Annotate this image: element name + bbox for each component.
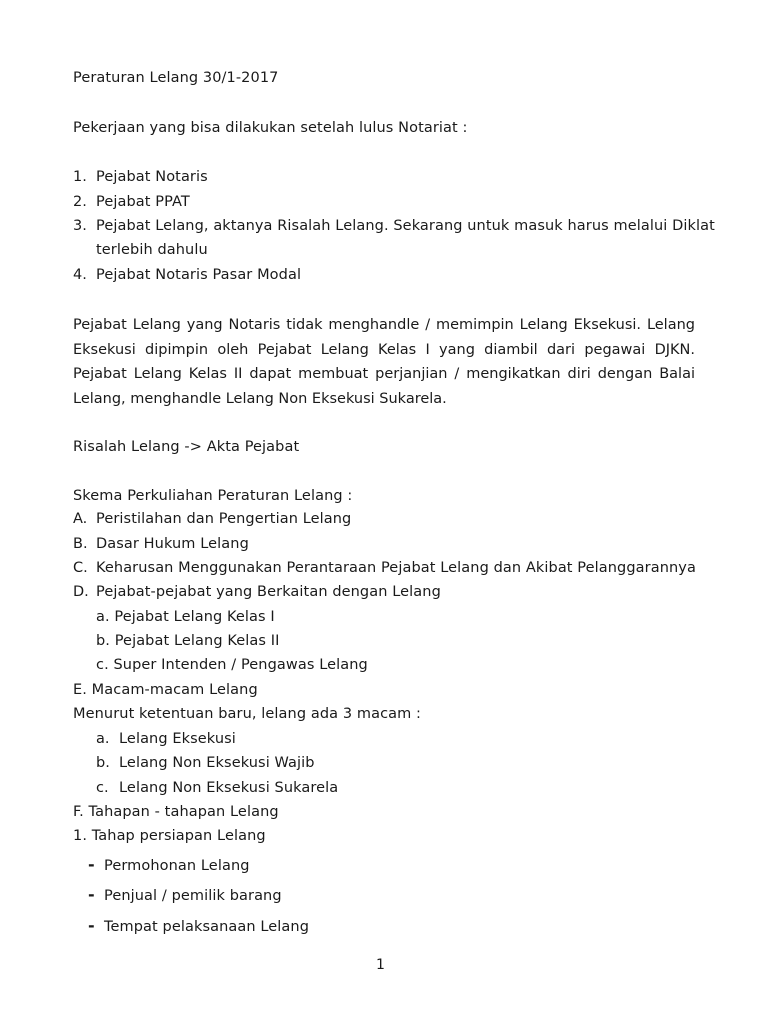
list-item: a. Pejabat Lelang Kelas I — [96, 609, 275, 625]
list-marker: 3. — [73, 218, 87, 234]
dash-bullet: - — [88, 885, 95, 904]
body-paragraph: Pejabat Lelang yang Notaris tidak menghandle / memimpin Lelang Eksekusi. Lelang Eksekusi dipimpin oleh Pejabat Lelang Kelas I yang diambil dari pegawai DJKN. Pejabat Lelang Kelas II dapat membuat perjanjian / mengikatkan diri dengan Balai Lelang, menghandle Lelang Non Eksekusi Sukarela. — [73, 317, 695, 407]
list-text: Tempat pelaksanaan Lelang — [104, 919, 310, 935]
list-text: Lelang Eksekusi — [119, 731, 236, 747]
list-text-continuation: terlebih dahulu — [96, 242, 208, 258]
tahapan-heading: F. Tahapan - tahapan Lelang — [73, 804, 279, 820]
list-marker: A. — [73, 511, 88, 527]
list-text: Lelang Non Eksekusi Sukarela — [119, 780, 339, 796]
list-text: Penjual / pemilik barang — [104, 888, 282, 904]
list-marker: 1. — [73, 169, 87, 185]
tahap-1-heading: 1. Tahap persiapan Lelang — [73, 828, 266, 844]
skema-heading: Skema Perkuliahan Peraturan Lelang : — [73, 488, 353, 504]
macam-intro: Menurut ketentuan baru, lelang ada 3 macam : — [73, 706, 422, 722]
list-text: Pejabat Notaris — [96, 169, 208, 185]
list-marker: C. — [73, 560, 88, 576]
list-text: Permohonan Lelang — [104, 858, 250, 874]
list-text: Pejabat Notaris Pasar Modal — [96, 267, 302, 283]
intro-text: Pekerjaan yang bisa dilakukan setelah lulus Notariat : — [73, 120, 468, 136]
list-text: Keharusan Menggunakan Perantaraan Pejabat Lelang dan Akibat Pelanggarannya — [96, 560, 696, 576]
page-number: 1 — [376, 957, 385, 973]
dash-bullet: - — [88, 855, 95, 874]
list-text: Lelang Non Eksekusi Wajib — [119, 755, 315, 771]
risalah-line: Risalah Lelang -> Akta Pejabat — [73, 439, 300, 455]
list-marker: a. — [96, 731, 110, 747]
list-marker: D. — [73, 584, 89, 600]
list-item: b. Pejabat Lelang Kelas II — [96, 633, 280, 649]
macam-heading: E. Macam-macam Lelang — [73, 682, 258, 698]
list-marker: b. — [96, 755, 110, 771]
dash-bullet: - — [88, 916, 95, 935]
list-marker: c. — [96, 780, 109, 796]
list-text: Pejabat-pejabat yang Berkaitan dengan Lelang — [96, 584, 441, 600]
list-marker: 4. — [73, 267, 87, 283]
list-text: Pejabat Lelang, aktanya Risalah Lelang. Sekarang untuk masuk harus melalui Diklat — [96, 218, 715, 234]
list-marker: 2. — [73, 194, 87, 210]
list-text: Dasar Hukum Lelang — [96, 536, 249, 552]
list-marker: B. — [73, 536, 88, 552]
list-item: c. Super Intenden / Pengawas Lelang — [96, 657, 368, 673]
list-text: Peristilahan dan Pengertian Lelang — [96, 511, 352, 527]
document-title: Peraturan Lelang 30/1-2017 — [73, 70, 279, 86]
list-text: Pejabat PPAT — [96, 194, 190, 210]
